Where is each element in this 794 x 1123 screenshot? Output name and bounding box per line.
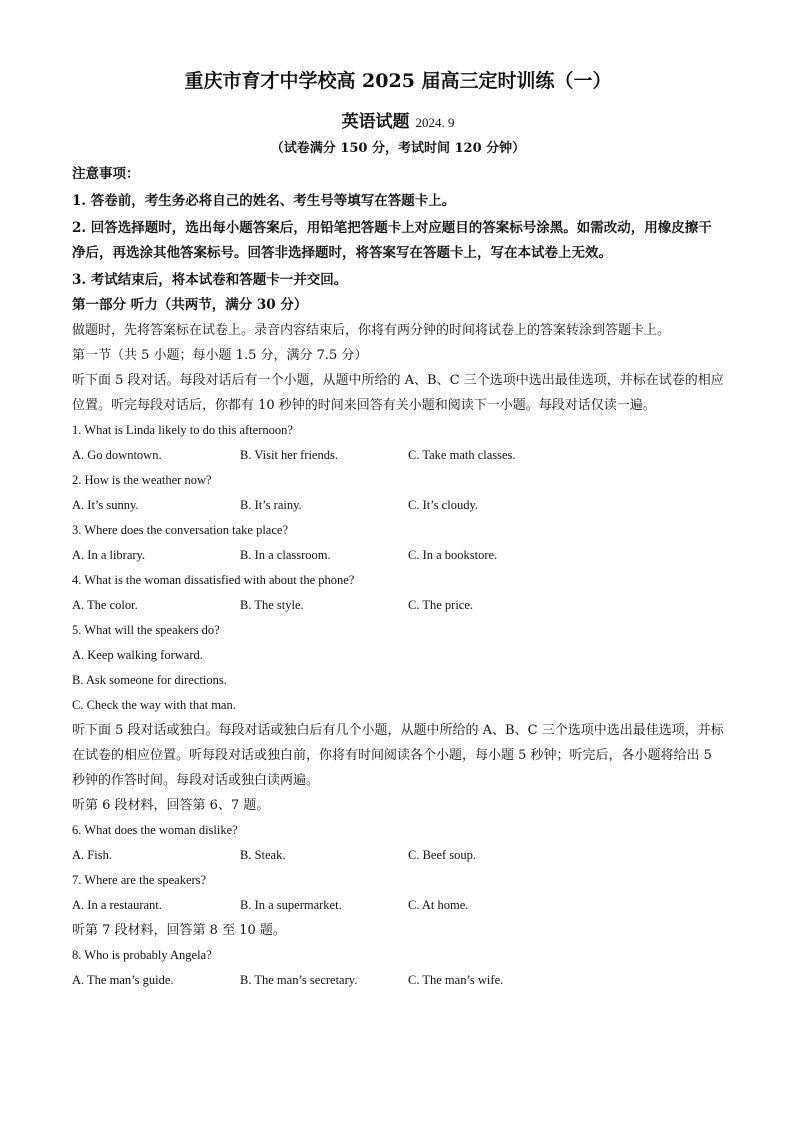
question-4-options xyxy=(72,593,724,618)
option-b: B. It’s rainy. xyxy=(240,498,302,512)
notice-item-3: 3. 考试结束后，将本试卷和答题卡一并交回。 xyxy=(72,272,348,288)
section1-title: 第一节（共 5 小题；每小题 1.5 分，满分 7.5 分） xyxy=(72,348,368,363)
exam-date: 2024. 9 xyxy=(415,115,455,130)
section1-instructions: 听下面 5 段对话。每段对话后有一个小题，从题中所给的 A、B、C 三个选项中选出最佳选项，并标在试卷的相应位置。听完每段对话后，你都有 10 秒钟的时间来回答有关小题和阅读下一小题。每段对话仅读一遍。 xyxy=(72,373,724,413)
question-1-options xyxy=(72,443,724,468)
question-3-options xyxy=(72,543,724,568)
option-a: A. The color. xyxy=(72,598,138,612)
exam-page xyxy=(72,68,724,993)
option-a: A. The man’s guide. xyxy=(72,973,174,987)
option-a: A. Keep walking forward. xyxy=(72,648,203,662)
question-8-options xyxy=(72,968,724,993)
option-c: C. Take math classes. xyxy=(408,448,516,462)
question-5: 5. What will the speakers do? xyxy=(72,623,220,637)
score-info: （试卷满分 150 分，考试时间 120 分钟） xyxy=(270,141,526,156)
question-3: 3. Where does the conversation take place? xyxy=(72,523,288,537)
option-c: C. The man’s wife. xyxy=(408,973,504,987)
option-b: B. Steak. xyxy=(240,848,286,862)
notice-item-2: 2. 回答选择题时，选出每小题答案后，用铅笔把答题卡上对应题目的答案标号涂黑。如需改动，用橡皮擦干净后，再选涂其他答案标号。回答非选择题时，将答案写在答题卡上，写在本试卷上无效。 xyxy=(72,220,712,261)
option-c: C. At home. xyxy=(408,898,469,912)
option-b: B. The man’s secretary. xyxy=(240,973,358,987)
subject-line xyxy=(72,111,724,134)
question-1: 1. What is Linda likely to do this afternoon? xyxy=(72,423,293,437)
question-6-options xyxy=(72,843,724,868)
option-b: B. The style. xyxy=(240,598,304,612)
option-a: A. In a library. xyxy=(72,548,146,562)
question-7-options xyxy=(72,893,724,918)
material-6-heading: 听第 6 段材料，回答第 6、7 题。 xyxy=(72,798,270,813)
option-a: A. In a restaurant. xyxy=(72,898,162,912)
option-a: A. Fish. xyxy=(72,848,112,862)
question-8: 8. Who is probably Angela? xyxy=(72,948,212,962)
option-a: A. Go downtown. xyxy=(72,448,162,462)
section2-instructions: 听下面 5 段对话或独白。每段对话或独白后有几个小题，从题中所给的 A、B、C 三个选项中选出最佳选项，并标在试卷的相应位置。听每段对话或独白前，你将有时间阅读各个小题，每小题 5 秒钟；听完后，各小题将给出 5 秒钟的作答时间。每段对话或独白读两遍。 xyxy=(72,723,724,788)
question-2-options xyxy=(72,493,724,518)
question-2: 2. How is the weather now? xyxy=(72,473,212,487)
option-b: B. Visit her friends. xyxy=(240,448,338,462)
option-b: B. Ask someone for directions. xyxy=(72,673,227,687)
part1-title: 第一部分 听力（共两节，满分 30 分） xyxy=(72,297,308,313)
option-c: C. Beef soup. xyxy=(408,848,477,862)
option-c: C. Check the way with that man. xyxy=(72,698,236,712)
subject-title: 英语试题 xyxy=(341,112,410,132)
material-7-heading: 听第 7 段材料，回答第 8 至 10 题。 xyxy=(72,923,286,938)
exam-title: 重庆市育才中学校高 2025 届高三定时训练（一） xyxy=(184,70,612,92)
part1-intro: 做题时，先将答案标在试卷上。录音内容结束后，你将有两分钟的时间将试卷上的答案转涂到答题卡上。 xyxy=(72,323,671,338)
option-b: B. In a supermarket. xyxy=(240,898,342,912)
notice-heading: 注意事项： xyxy=(72,166,140,182)
option-c: C. The price. xyxy=(408,598,474,612)
question-6: 6. What does the woman dislike? xyxy=(72,823,238,837)
question-7: 7. Where are the speakers? xyxy=(72,873,207,887)
option-c: C. In a bookstore. xyxy=(408,548,498,562)
option-c: C. It’s cloudy. xyxy=(408,498,479,512)
notice-item-1: 1. 答卷前，考生务必将自己的姓名、考生号等填写在答题卡上。 xyxy=(72,193,456,209)
option-b: B. In a classroom. xyxy=(240,548,331,562)
option-a: A. It’s sunny. xyxy=(72,498,139,512)
question-4: 4. What is the woman dissatisfied with about the phone? xyxy=(72,573,355,587)
